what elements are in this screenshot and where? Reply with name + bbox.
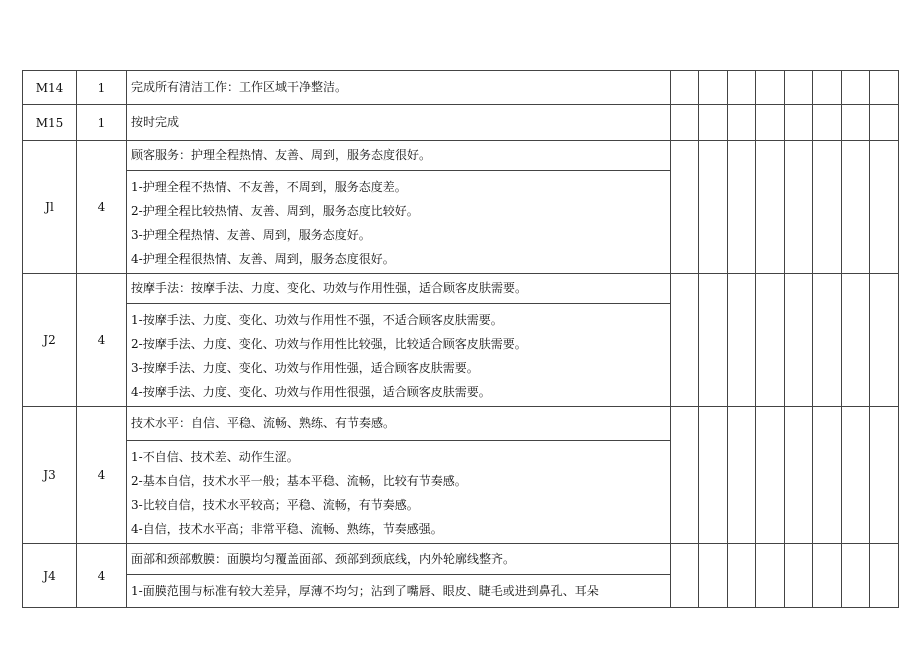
criterion-title: 面部和颈部敷膜：面膜均匀覆盖面部、颈部到颈底线，内外轮廓线整齐。: [127, 544, 670, 575]
empty-cell: [870, 141, 899, 274]
table-row: [23, 407, 899, 544]
empty-cell: [671, 71, 699, 105]
level-item: 2-护理全程比较热情、友善、周到，服务态度比较好。: [131, 204, 419, 218]
item-description: [127, 274, 671, 407]
empty-cell: [813, 274, 842, 407]
item-score: 4: [77, 544, 127, 608]
item-code: M15: [23, 105, 77, 141]
empty-cell: [870, 274, 899, 407]
empty-cell: [813, 407, 842, 544]
scoring-table: [22, 70, 899, 608]
item-code: J3: [23, 407, 77, 544]
empty-cell: [728, 544, 756, 608]
item-score: 4: [77, 141, 127, 274]
empty-cell: [813, 105, 842, 141]
item-score: 4: [77, 274, 127, 407]
empty-cell: [756, 141, 785, 274]
table-row: [23, 71, 899, 105]
empty-cell: [785, 71, 813, 105]
empty-cell: [813, 141, 842, 274]
criterion-title: 按摩手法：按摩手法、力度、变化、功效与作用性强，适合顾客皮肤需要。: [127, 274, 670, 304]
empty-cell: [671, 141, 699, 274]
item-score: 1: [77, 105, 127, 141]
level-item: 1-按摩手法、力度、变化、功效与作用性不强，不适合顾客皮肤需要。: [131, 313, 503, 327]
empty-cell: [842, 544, 870, 608]
level-item: 4-自信，技术水平高；非常平稳、流畅、熟练，节奏感强。: [131, 522, 443, 536]
item-score: 4: [77, 407, 127, 544]
empty-cell: [842, 71, 870, 105]
empty-cell: [671, 407, 699, 544]
empty-cell: [842, 274, 870, 407]
empty-cell: [842, 407, 870, 544]
table-row: [23, 141, 899, 274]
item-description: 按时完成: [127, 105, 671, 141]
empty-cell: [785, 544, 813, 608]
level-item: 3-护理全程热情、友善、周到，服务态度好。: [131, 228, 371, 242]
empty-cell: [671, 544, 699, 608]
empty-cell: [699, 274, 728, 407]
table-row: [23, 274, 899, 407]
empty-cell: [785, 105, 813, 141]
level-item: 1-不自信、技术差、动作生涩。: [131, 450, 299, 464]
empty-cell: [756, 544, 785, 608]
criterion-levels: [127, 304, 670, 406]
empty-cell: [671, 105, 699, 141]
empty-cell: [728, 105, 756, 141]
empty-cell: [756, 274, 785, 407]
empty-cell: [756, 71, 785, 105]
empty-cell: [728, 71, 756, 105]
level-item: 2-基本自信，技术水平一般；基本平稳、流畅，比较有节奏感。: [131, 474, 467, 488]
empty-cell: [785, 274, 813, 407]
empty-cell: [813, 544, 842, 608]
empty-cell: [785, 407, 813, 544]
criterion-title: 技术水平：自信、平稳、流畅、熟练、有节奏感。: [127, 407, 670, 441]
criterion-levels: [127, 441, 670, 543]
table-row: [23, 105, 899, 141]
item-description: [127, 141, 671, 274]
level-item: 1-护理全程不热情、不友善，不周到，服务态度差。: [131, 180, 407, 194]
level-item: 3-按摩手法、力度、变化、功效与作用性强，适合顾客皮肤需要。: [131, 361, 479, 375]
item-description: 完成所有清洁工作：工作区域干净整洁。: [127, 71, 671, 105]
item-description: [127, 544, 671, 608]
empty-cell: [756, 105, 785, 141]
criterion-levels: [127, 171, 670, 273]
empty-cell: [699, 141, 728, 274]
empty-cell: [870, 407, 899, 544]
empty-cell: [671, 274, 699, 407]
empty-cell: [842, 141, 870, 274]
item-score: 1: [77, 71, 127, 105]
empty-cell: [813, 71, 842, 105]
item-code: M14: [23, 71, 77, 105]
level-item: 4-护理全程很热情、友善、周到，服务态度很好。: [131, 252, 395, 266]
empty-cell: [785, 141, 813, 274]
empty-cell: [728, 141, 756, 274]
empty-cell: [699, 544, 728, 608]
criterion-title: 顾客服务：护理全程热情、友善、周到，服务态度很好。: [127, 141, 670, 171]
item-code: Jl: [23, 141, 77, 274]
level-item: 4-按摩手法、力度、变化、功效与作用性很强，适合顾客皮肤需要。: [131, 385, 491, 399]
item-code: J4: [23, 544, 77, 608]
item-code: J2: [23, 274, 77, 407]
empty-cell: [842, 105, 870, 141]
item-description: [127, 407, 671, 544]
empty-cell: [756, 407, 785, 544]
level-item: 2-按摩手法、力度、变化、功效与作用性比较强，比较适合顾客皮肤需要。: [131, 337, 527, 351]
empty-cell: [699, 71, 728, 105]
criterion-levels: [127, 575, 670, 607]
empty-cell: [728, 274, 756, 407]
empty-cell: [870, 544, 899, 608]
empty-cell: [728, 407, 756, 544]
empty-cell: [699, 105, 728, 141]
table-row: [23, 544, 899, 608]
empty-cell: [870, 71, 899, 105]
level-item: 1-面膜范围与标准有较大差异，厚薄不均匀；沾到了嘴唇、眼皮、睫毛或进到鼻孔、耳朵: [131, 584, 599, 598]
empty-cell: [870, 105, 899, 141]
empty-cell: [699, 407, 728, 544]
level-item: 3-比较自信，技术水平较高；平稳、流畅，有节奏感。: [131, 498, 419, 512]
